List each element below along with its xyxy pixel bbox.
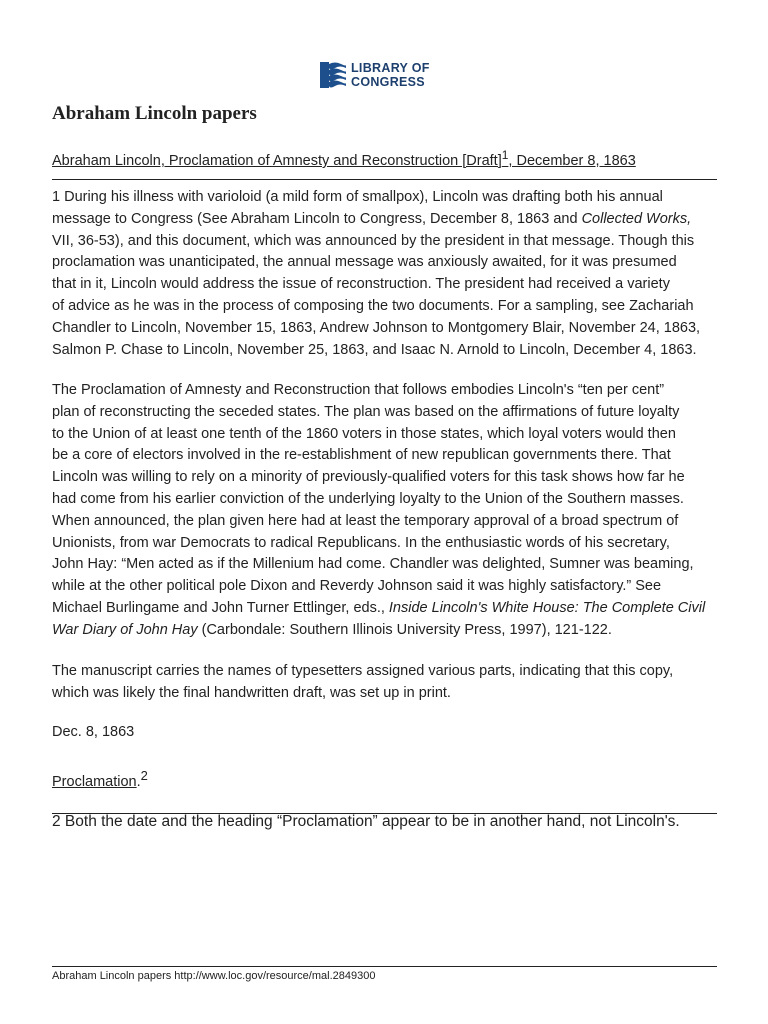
proclamation-heading — [52, 768, 148, 790]
footnote-1-line: that in it, Lincoln would address the issue of reconstruction. The president had received a variety — [52, 276, 670, 293]
document-title — [52, 148, 717, 169]
intro-line: The Proclamation of Amnesty and Reconstruction that follows embodies Lincoln's “ten per cent” — [52, 382, 665, 398]
document-date-link[interactable]: , December 8, 1863 — [508, 152, 636, 169]
page-heading: Abraham Lincoln papers — [52, 103, 257, 124]
footnote-1-paragraph — [52, 187, 717, 361]
intro-line: Lincoln was willing to rely on a minority of previously-qualified voters for this task shows how far he — [52, 469, 685, 486]
intro-line: to the Union of at least one tenth of the 1860 voters in those states, which loyal voters would then — [52, 425, 676, 442]
intro-line: be a core of electors involved in the re-establishment of new republican governments there. That — [52, 447, 671, 464]
logo-wordmark — [351, 61, 430, 89]
book-title: Inside Lincoln's White House: The Complete Civil — [388, 599, 706, 616]
footnote-1-line: Chandler to Lincoln, November 15, 1863, Andrew Johnson to Montgomery Blair, November 24, 1863, — [52, 319, 701, 336]
collected-works-title: Collected Works, — [581, 210, 692, 227]
intro-text: (Carbondale: Southern Illinois University Press, 1997), 121-122. — [197, 621, 612, 638]
library-of-congress-logo[interactable] — [320, 58, 460, 92]
logo-line-1: LIBRARY OF — [351, 61, 430, 75]
document-title-link[interactable]: Abraham Lincoln, Proclamation of Amnesty and Reconstruction [Draft] — [52, 152, 502, 169]
intro-line: plan of reconstructing the seceded states. The plan was based on the affirmations of future loyalty — [52, 403, 680, 420]
footnote-ref-1-number: 1 — [501, 148, 509, 162]
intro-line: Unionists, from war Democrats to radical Republicans. In the enthusiastic words of his secretary, — [52, 534, 670, 551]
intro-line — [52, 620, 717, 642]
book-title: War Diary of John Hay — [52, 621, 198, 638]
intro-text: Michael Burlingame and John Turner Ettlinger, eds., — [52, 599, 389, 616]
library-of-congress-flag-icon — [320, 60, 346, 90]
proclamation-period: . — [136, 773, 141, 790]
footnote-1-line: proclamation was unanticipated, the annual message was anxiously awaited, for it was presumed — [52, 254, 677, 271]
intro-line — [52, 598, 717, 620]
footnote-1-text: message to Congress (See Abraham Lincoln to Congress, December 8, 1863 and — [52, 210, 582, 227]
intro-line: John Hay: “Men acted as if the Millenium had come. Chandler was delighted, Sumner was beaming, — [52, 556, 694, 573]
manuscript-paragraph — [52, 661, 717, 705]
page-footer: Abraham Lincoln papers http://www.loc.gov/resource/mal.2849300 — [52, 970, 376, 982]
document-date: Dec. 8, 1863 — [52, 724, 135, 740]
footnote-1-line: of advice as he was in the process of composing the two documents. For a sampling, see Zachariah — [52, 297, 694, 314]
footnote-1-line — [52, 209, 717, 231]
footnote-2: 2 Both the date and the heading “Proclamation” appear to be in another hand, not Lincoln's. — [52, 813, 680, 830]
intro-paragraph — [52, 380, 717, 642]
intro-line: while at the other political pole Dixon and Reverdy Johnson said it was highly satisfactory.” See — [52, 578, 662, 595]
manuscript-line: The manuscript carries the names of typesetters assigned various parts, indicating that this copy, — [52, 663, 674, 679]
intro-line: had come from his earlier conviction of the underlying loyalty to the Union of the Southern masses. — [52, 490, 684, 507]
footnote-1-line: VII, 36-53), and this document, which was announced by the president in that message. Though this — [52, 232, 695, 249]
manuscript-line: which was likely the final handwritten draft, was set up in print. — [52, 684, 451, 701]
title-divider — [52, 179, 717, 180]
logo-line-2: CONGRESS — [351, 75, 425, 89]
footnote-1-line: 1 During his illness with varioloid (a mild form of smallpox), Lincoln was drafting both his annual — [52, 189, 663, 205]
footnote-ref-2[interactable]: 2 — [140, 768, 148, 783]
proclamation-link[interactable]: Proclamation — [52, 773, 137, 790]
footnote-1-line: Salmon P. Chase to Lincoln, November 25, 1863, and Isaac N. Arnold to Lincoln, December 4, 1863. — [52, 341, 697, 358]
footer-divider — [52, 966, 717, 967]
intro-line: When announced, the plan given here had at least the temporary approval of a broad spectrum of — [52, 512, 679, 529]
